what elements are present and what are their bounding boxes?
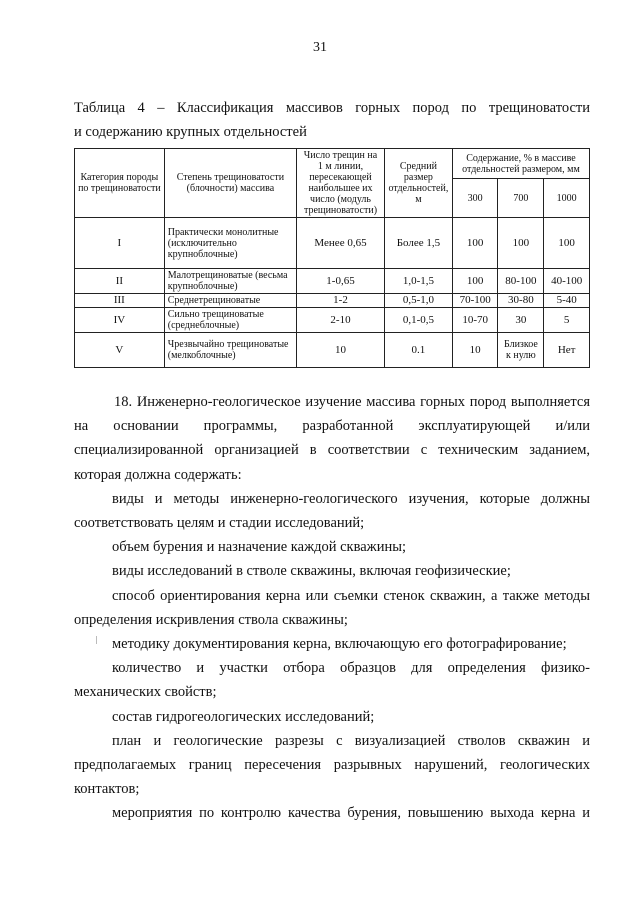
body-text — [74, 390, 590, 826]
cell-count: 1-2 — [297, 294, 385, 308]
table-row — [75, 294, 590, 308]
cell-300: 100 — [452, 269, 498, 294]
list-item: план и геологические разрезы с визуализацией стволов скважин и предполагаемых границ пересечения разрывных нарушений, геологических контактов; — [74, 732, 590, 798]
list-item: виды и методы инженерно-геологического изучения, которые должны соответствовать целям и стадии исследований; — [74, 490, 590, 532]
paragraph-18: 18. Инженерно-геологическое изучение массива горных пород выполняется на основании программы, разработанной эксплуатирующей и/или специализированной организацией в соответствии с техническим заданием, которая должна содержать: — [74, 394, 590, 483]
cell-category: I — [75, 218, 165, 269]
list-item: мероприятия по контролю качества бурения, повышению выхода керна и — [112, 805, 590, 822]
cell-300: 100 — [452, 218, 498, 269]
caption-line-1: Таблица 4 – Классификация массивов горных пород по трещиноватости — [74, 100, 590, 116]
cell-count: 10 — [297, 333, 385, 368]
cell-700: Близкое к нулю — [498, 333, 544, 368]
list-item: количество и участки отбора образцов для определения физико-механических свойств; — [74, 660, 590, 701]
header-content: Содержание, % в массиве отдельностей размером, мм — [452, 149, 589, 179]
cell-300: 10-70 — [452, 308, 498, 333]
header-size-1000: 1000 — [544, 179, 590, 218]
cell-1000: Нет — [544, 333, 590, 368]
cell-avg: 0,5-1,0 — [384, 294, 452, 308]
cell-700: 30 — [498, 308, 544, 333]
cell-avg: 0.1 — [384, 333, 452, 368]
header-category: Категория породы по трещиноватости — [75, 149, 165, 218]
cell-category: II — [75, 269, 165, 294]
cell-700: 80-100 — [498, 269, 544, 294]
cell-degree: Среднетрещиноватые — [164, 294, 296, 308]
table-row — [75, 308, 590, 333]
cell-avg: 1,0-1,5 — [384, 269, 452, 294]
cell-degree: Сильно трещиноватые (среднеблочные) — [164, 308, 296, 333]
scan-mark — [96, 636, 97, 644]
cell-count: 2-10 — [297, 308, 385, 333]
caption-line-2: и содержанию крупных отдельностей — [74, 124, 307, 140]
list-item: методику документирования керна, включающую его фотографирование; — [112, 636, 567, 653]
cell-1000: 5-40 — [544, 294, 590, 308]
list-item: состав гидрогеологических исследований; — [112, 708, 375, 725]
list-item: объем бурения и назначение каждой скважины; — [112, 539, 406, 556]
cell-avg: Более 1,5 — [384, 218, 452, 269]
header-degree: Степень трещиноватости (блочности) массива — [164, 149, 296, 218]
header-size-300: 300 — [452, 179, 498, 218]
cell-degree: Чрезвычайно трещиноватые (мелкоблочные) — [164, 333, 296, 368]
header-size-700: 700 — [498, 179, 544, 218]
table-row — [75, 269, 590, 294]
cell-category: V — [75, 333, 165, 368]
cell-count: Менее 0,65 — [297, 218, 385, 269]
table-row — [75, 218, 590, 269]
table-row — [75, 333, 590, 368]
header-avg-size: Средний размер отдельностей, м — [384, 149, 452, 218]
cell-count: 1-0,65 — [297, 269, 385, 294]
cell-700: 30-80 — [498, 294, 544, 308]
page-number: 31 — [313, 40, 327, 55]
header-count: Число трещин на 1 м линии, пересекающей наибольшее их число (модуль трещиноватости) — [297, 149, 385, 218]
cell-degree: Практически монолитные (исключительно крупноблочные) — [164, 218, 296, 269]
cell-1000: 100 — [544, 218, 590, 269]
cell-avg: 0,1-0,5 — [384, 308, 452, 333]
cell-category: III — [75, 294, 165, 308]
cell-300: 70-100 — [452, 294, 498, 308]
list-item: способ ориентирования керна или съемки стенок скважин, а также методы определения искривления ствола скважины; — [74, 587, 590, 628]
cell-category: IV — [75, 308, 165, 333]
cell-700: 100 — [498, 218, 544, 269]
table-caption — [74, 96, 590, 144]
classification-table — [74, 148, 590, 368]
cell-degree: Малотрещиноватые (весьма крупноблочные) — [164, 269, 296, 294]
cell-1000: 5 — [544, 308, 590, 333]
cell-300: 10 — [452, 333, 498, 368]
cell-1000: 40-100 — [544, 269, 590, 294]
list-item: виды исследований в стволе скважины, включая геофизические; — [112, 563, 511, 580]
